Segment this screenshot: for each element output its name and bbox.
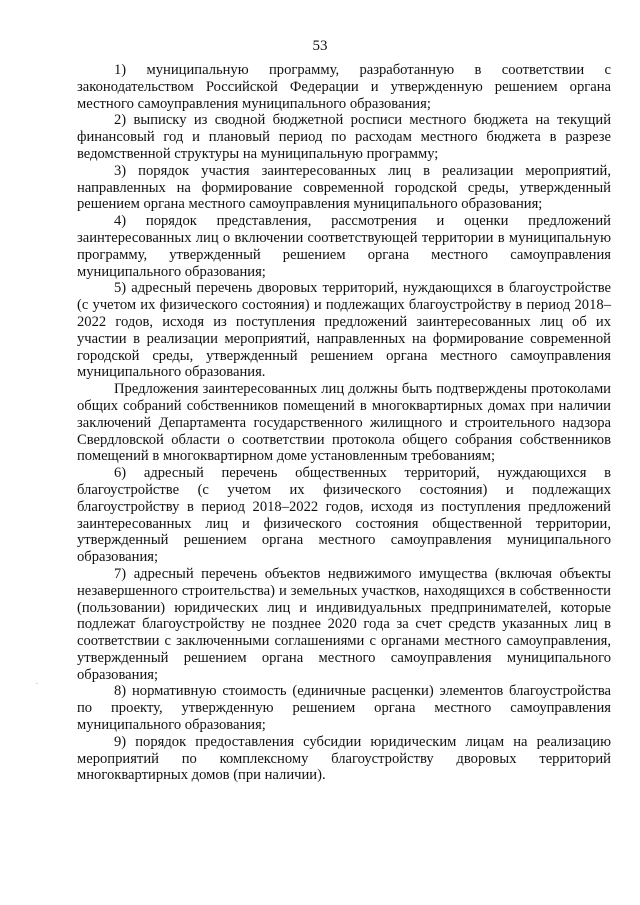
- list-item-4: 4) порядок представления, рассмотрения и оценки предложений заинтересованных лиц о включении соответствующей территории в муниципальную программу, утвержденный решением органа местного самоуправления муниципального образования;: [77, 213, 611, 280]
- document-body: [77, 62, 611, 784]
- proposals-paragraph: Предложения заинтересованных лиц должны быть подтверждены протоколами общих собраний собственников помещений в многоквартирных домах при наличии заключений Департамента государственного жилищного и строительного надзора Свердловской области о соответствии протокола общего собрания собственников помещений в многоквартирном доме установленным требованиям;: [77, 381, 611, 465]
- list-item-1: 1) муниципальную программу, разработанную в соответствии с законодательством Российской Федерации и утвержденную решением органа местного самоуправления муниципального образования;: [77, 62, 611, 112]
- scan-speck-mark: .: [36, 679, 38, 686]
- list-item-3: 3) порядок участия заинтересованных лиц в реализации мероприятий, направленных на формирование современной городской среды, утвержденный решением органа местного самоуправления муниципального образования;: [77, 162, 611, 213]
- list-item-8: 8) нормативную стоимость (единичные расценки) элементов благоустройства по проекту, утвержденную решением органа местного самоуправления муниципального образования;: [77, 683, 611, 734]
- list-item-5: 5) адресный перечень дворовых территорий, нуждающихся в благоустройстве (с учетом их физического состояния) и подлежащих благоустройству в период 2018–2022 годов, исходя из поступления предложений заинтересованных лиц об их участии в реализации мероприятий, направленных на формирование современной городской среды, утвержденный решением органа местного самоуправления муниципального образования.: [77, 280, 611, 381]
- list-item-2: 2) выписку из сводной бюджетной росписи местного бюджета на текущий финансовый год и плановый период по расходам местного бюджета в разрезе ведомственной структуры на муниципальную программу;: [77, 112, 611, 162]
- list-item-7: 7) адресный перечень объектов недвижимого имущества (включая объекты незавершенного строительства) и земельных участков, находящихся в собственности (пользовании) юридических лиц и индивидуальных предпринимателей, которые подлежат благоустройству не позднее 2020 года за счет средств указанных лиц в соответствии с заключенными соглашениями с органами местного самоуправления, утвержденный решением органа местного самоуправления муниципального образования;: [77, 565, 611, 683]
- page-number: 53: [312, 38, 328, 54]
- list-item-9: 9) порядок предоставления субсидии юридическим лицам на реализацию мероприятий по комплексному благоустройству дворовых территорий многоквартирных домов (при наличии).: [77, 733, 611, 784]
- list-item-6: 6) адресный перечень общественных территорий, нуждающихся в благоустройстве (с учетом их физического состояния) и подлежащих благоустройству в период 2018–2022 годов, исходя из поступления предложений заинтересованных лиц и физического состояния общественной территории, утвержденный решением органа местного самоуправления муниципального образования;: [77, 465, 611, 566]
